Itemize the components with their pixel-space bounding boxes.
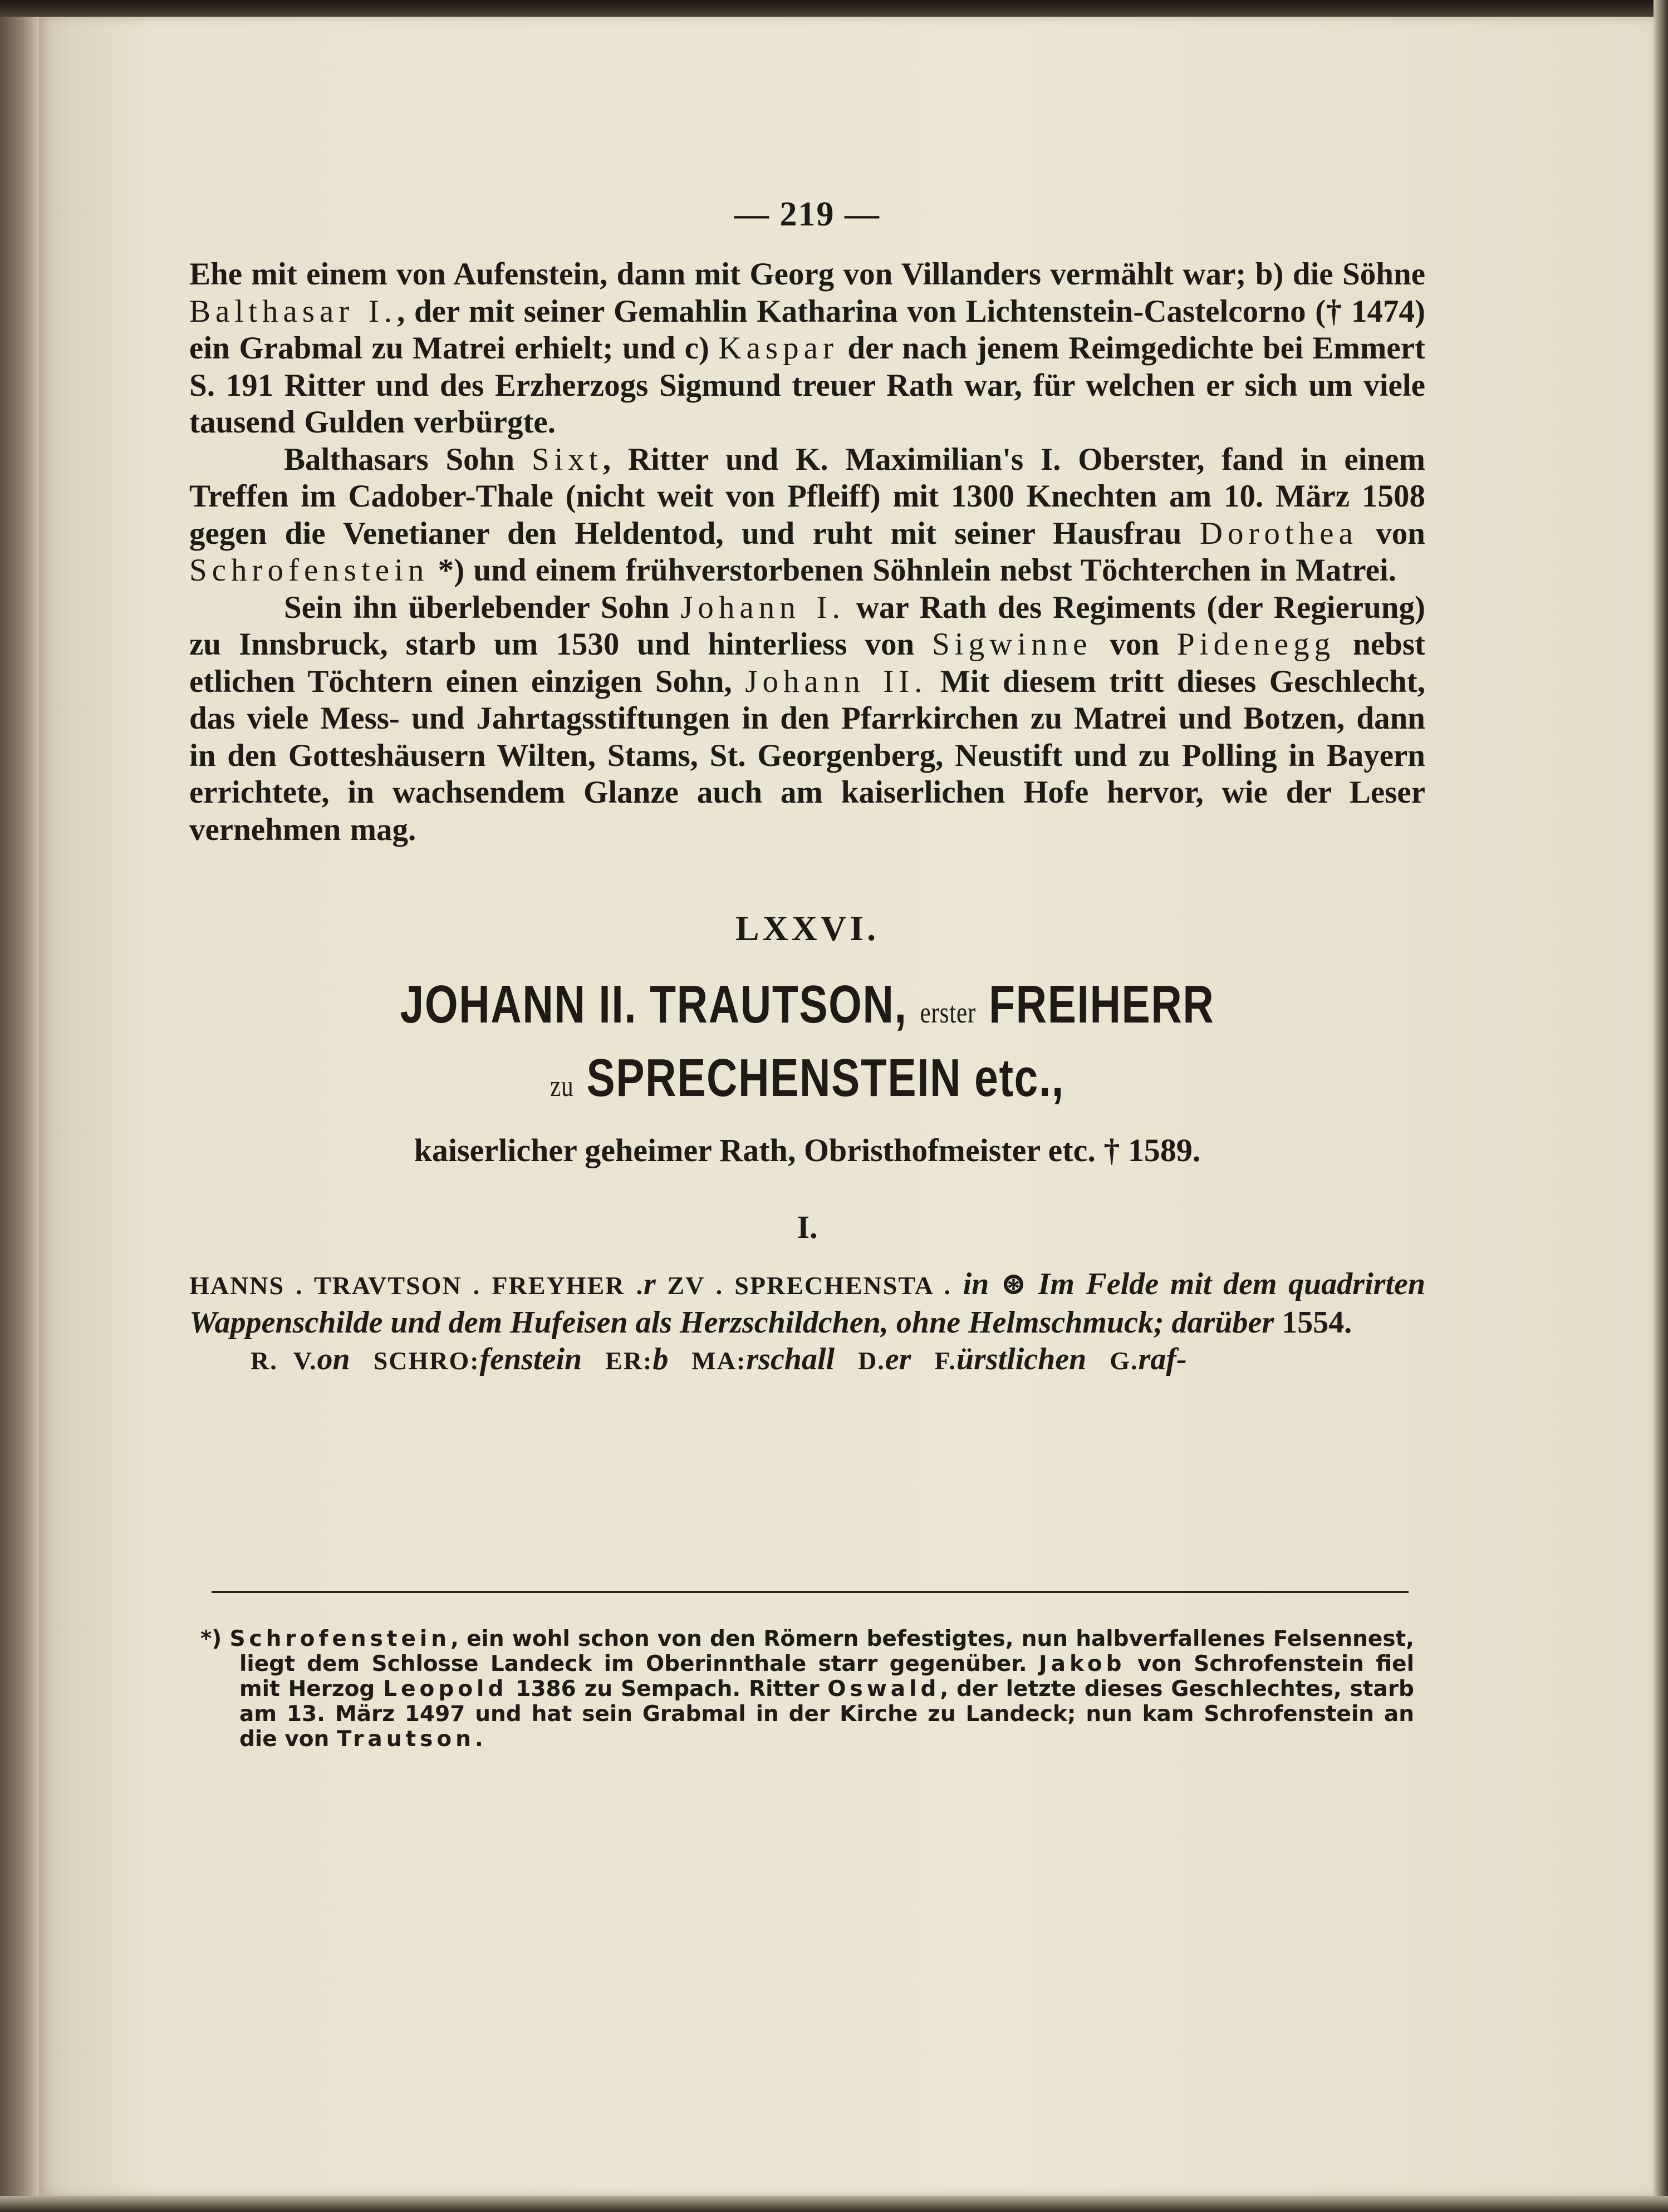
page-number: — 219 — bbox=[734, 195, 880, 233]
text-run: nebst etlichen Töchtern einen einzigen Sohn, bbox=[189, 627, 1425, 699]
title-name: JOHANN II. TRAUTSON, bbox=[400, 975, 907, 1034]
spaced-name: Jakob bbox=[1039, 1651, 1126, 1677]
spaced-name: Balthasar I. bbox=[189, 293, 398, 329]
inscription-caps: D. bbox=[858, 1346, 885, 1375]
inscription-caps: V. bbox=[293, 1346, 317, 1375]
paragraph-3 bbox=[189, 589, 1425, 849]
item-number: I. bbox=[797, 1209, 818, 1245]
text-run: der nach jenem Reimgedichte bei Emmert S. 191 Ritter und des Erzherzogs Sigmund treuer Rath war, für welchen er sich um viele tausend Gulden verbürgte. bbox=[189, 331, 1425, 440]
spaced-name: Johann II. bbox=[745, 663, 928, 699]
inscription-word bbox=[858, 1342, 911, 1377]
main-text bbox=[189, 195, 1425, 1379]
inscription-italic: er bbox=[885, 1342, 911, 1377]
text-run: . bbox=[474, 1727, 483, 1752]
spaced-name: Kaspar bbox=[718, 331, 838, 366]
inscription-word bbox=[934, 1342, 1086, 1377]
text-run: Mit diesem tritt dieses Geschlecht, das viele Mess- und Jahrtagsstiftungen in den Pfarrkirchen zu Matrei und Botzen, dann in den Gotteshäusern Wilten, Stams, St. Georgenberg, Neustift und zu Polling in Bayern errichtete, in wachsendem Glanze auch am kaiserlichen Hofe hervor, wie der Leser vernehmen mag. bbox=[189, 663, 1425, 847]
inscription-caps: ZV . SPRECHENSTA . bbox=[667, 1271, 951, 1300]
inscription-year: 1554. bbox=[1282, 1305, 1352, 1340]
title-place: SPRECHENSTEIN etc., bbox=[586, 1048, 1064, 1108]
inscription-word bbox=[293, 1342, 350, 1377]
top-edge-shadow bbox=[0, 0, 1668, 17]
spaced-name: Leopold bbox=[383, 1677, 508, 1702]
inscription-caps: SCHRO: bbox=[373, 1346, 480, 1375]
text-run: 1386 zu Sempach. Ritter bbox=[507, 1677, 828, 1702]
spaced-name: Sixt bbox=[531, 441, 603, 477]
title-rank: FREIHERR bbox=[989, 975, 1215, 1034]
inscription-line-1 bbox=[189, 1266, 1425, 1341]
footnote bbox=[200, 1626, 1415, 1752]
inscription-italic: on bbox=[317, 1342, 350, 1377]
inscription-caps: R. bbox=[251, 1346, 278, 1375]
spaced-name: Johann I. bbox=[680, 589, 845, 625]
inscription-italic: r bbox=[643, 1267, 656, 1301]
text-run: *) und einem frühverstorbenen Söhnlein nebst Töchterchen in Matrei. bbox=[429, 553, 1396, 588]
book-spine-shadow bbox=[0, 0, 39, 2212]
spaced-name: Sigwinne bbox=[932, 627, 1092, 662]
text-run: , ein wohl schon von den Römern befestigtes, nun halbverfallenes Felsennest, liegt dem Schlosse Landeck im Oberinnthale starr gegenüber. bbox=[239, 1626, 1414, 1677]
inscription-word bbox=[1110, 1342, 1186, 1377]
spaced-name: Pidenegg bbox=[1177, 627, 1336, 662]
footnote-marker: *) bbox=[200, 1626, 222, 1651]
text-run: war Rath des Regiments (der Regierung) zu Innsbruck, starb um 1530 und hinterliess von bbox=[189, 589, 1425, 662]
text-run: Balthasars Sohn bbox=[284, 441, 532, 477]
inscription-line-2 bbox=[189, 1341, 1425, 1379]
spaced-name: Trautson bbox=[336, 1727, 475, 1752]
section-title-line-2 bbox=[313, 1045, 1302, 1119]
inscription-word bbox=[691, 1342, 835, 1377]
paragraph-1 bbox=[189, 256, 1425, 441]
inscription-italic: b bbox=[653, 1342, 669, 1377]
inscription-caps: ER: bbox=[605, 1346, 653, 1375]
inscription-word bbox=[605, 1342, 668, 1377]
text-run: Ehe mit einem von Aufenstein, dann mit Georg von Villanders vermählt war; b) die Söhne bbox=[189, 257, 1425, 292]
inscription-word bbox=[251, 1342, 278, 1377]
text-run: Sein ihn überlebender Sohn bbox=[284, 589, 681, 625]
footnote-divider bbox=[212, 1591, 1409, 1593]
title-small-word: erster bbox=[920, 996, 977, 1029]
text-run: von bbox=[1092, 627, 1178, 662]
inscription-caps: G. bbox=[1110, 1346, 1139, 1375]
spaced-name: Schrofenstein bbox=[189, 553, 429, 588]
inscription-caps: HANNS . TRAVTSON . FREYHER . bbox=[189, 1271, 644, 1300]
bottom-edge-shadow bbox=[0, 2196, 1668, 2212]
inscription-italic: fenstein bbox=[479, 1342, 582, 1377]
section-number: LXXVI. bbox=[735, 908, 880, 948]
text-run: , der mit seiner Gemahlin Katharina von Lichtenstein-Castelcorno († 1474) ein Grabmal zu Matrei erhielt; und c) bbox=[189, 293, 1425, 366]
inscription-italic: rschall bbox=[746, 1342, 835, 1377]
text-run: von Schrofenstein fiel mit Herzog bbox=[239, 1651, 1415, 1702]
right-edge-shadow bbox=[1654, 0, 1668, 2212]
section-title-line-1 bbox=[313, 972, 1302, 1045]
spaced-name: Schrofenstein bbox=[229, 1626, 451, 1651]
inscription-caps: F. bbox=[934, 1346, 956, 1375]
paragraph-2 bbox=[189, 441, 1425, 589]
spaced-name: Oswald bbox=[827, 1677, 940, 1702]
inscription-word bbox=[374, 1342, 582, 1377]
inscription-description: in ⊛ Im Felde mit dem quadrirten Wappenschilde und dem Hufeisen als Herzschildchen, ohne Helmschmuck; darüber bbox=[189, 1267, 1425, 1340]
footnote-text bbox=[200, 1626, 1415, 1752]
text-run: , Ritter und K. Maximilian's I. Oberster, fand in einem Treffen im Cadober-Thale (nicht weit von Pfleiff) mit 1300 Knechten am 10. März 1508 gegen die Venetianer den Heldentod, und ruht mit seiner Hausfrau bbox=[189, 441, 1425, 551]
inscription-italic: ürstlichen bbox=[956, 1342, 1087, 1377]
inscription-caps: MA: bbox=[691, 1346, 747, 1375]
text-run: , der letzte dieses Geschlechtes, starb am 13. März 1497 und hat sein Grabmal in der Kirche zu Landeck; nun kam Schrofenstein an die von bbox=[239, 1677, 1414, 1752]
inscription-italic: raf- bbox=[1138, 1342, 1187, 1377]
section-subtitle: kaiserlicher geheimer Rath, Obristhofmeister etc. † 1589. bbox=[414, 1132, 1201, 1168]
spaced-name: Dorothea bbox=[1199, 515, 1358, 551]
text-run: von bbox=[1357, 515, 1425, 551]
title-small-word: zu bbox=[550, 1069, 574, 1103]
